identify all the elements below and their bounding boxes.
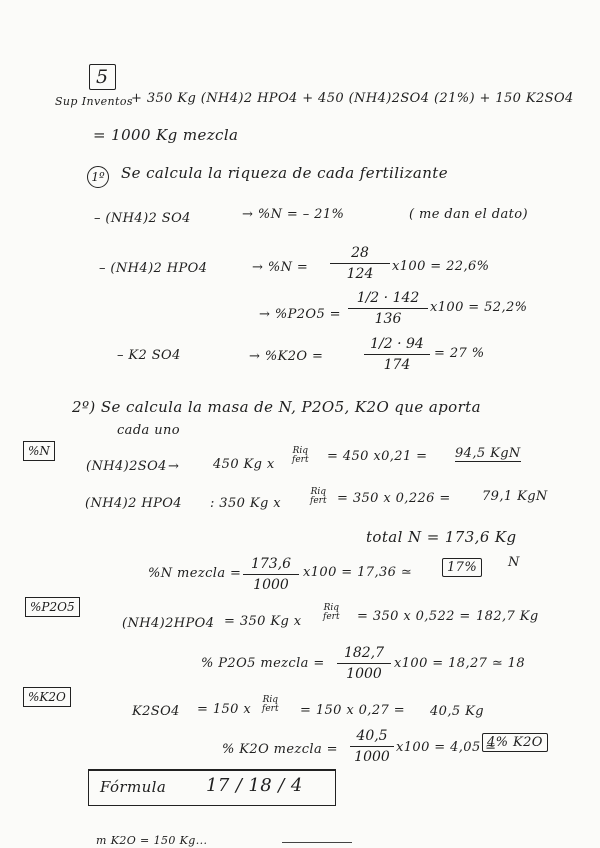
fraction-bar <box>348 308 428 309</box>
problem-number: 5 <box>89 64 116 90</box>
heading-text: + 350 Kg (NH4)2 HPO4 + 450 (NH4)2SO4 (21%) + 150 K2SO4 <box>131 91 574 106</box>
section-n-tag: %N <box>23 441 55 461</box>
formula-value: 17 / 18 / 4 <box>206 775 303 796</box>
n-row1-calc: = 450 x0,21 = <box>327 449 428 464</box>
k-mix-fraction <box>350 728 394 765</box>
fraction-denominator: 1000 <box>253 577 289 593</box>
p-row1-label: (NH4)2HPO4 <box>122 616 215 631</box>
step1-title: Se calcula la riqueza de cada fertilizante <box>121 164 448 182</box>
n-row2-riq-fert <box>310 488 327 506</box>
section-p-tag: %P2O5 <box>25 597 80 617</box>
fraction-numerator: 182,7 <box>343 645 385 661</box>
fraction-numerator: 1/2 · 142 <box>356 290 420 306</box>
cutoff-scribble <box>282 842 352 843</box>
riq-label: Riq <box>310 487 326 497</box>
step1-line1-arrow: → %N = – 21% <box>242 207 345 222</box>
formula-label: Fórmula <box>100 778 167 796</box>
fraction-denominator: 1000 <box>346 666 382 682</box>
step1-line3-arrow: → %P2O5 = <box>259 307 341 322</box>
n-total: total N = 173,6 Kg <box>366 528 517 546</box>
step1-line4-fraction <box>364 336 430 373</box>
n-row2-value: : 350 Kg x <box>210 496 281 511</box>
riq-label: Riq <box>262 695 278 705</box>
step2-title-continued: cada uno <box>117 423 181 438</box>
step1-line3-result: x100 = 52,2% <box>430 300 528 315</box>
step1-line3-fraction <box>348 290 428 327</box>
fraction-denominator: 174 <box>383 357 411 373</box>
n-row1-riq-fert <box>292 447 309 465</box>
k-mix-label: % K2O mezcla = <box>222 742 338 757</box>
heading-equals: = 1000 Kg mezcla <box>93 126 239 144</box>
step2-title: 2º) Se calcula la masa de N, P2O5, K2O que aporta <box>72 398 481 416</box>
fraction-numerator: 40,5 <box>356 728 388 744</box>
step1-line4-label: – K2 SO4 <box>117 348 181 363</box>
n-mix-fraction <box>243 556 299 593</box>
p-mix-label: % P2O5 mezcla = <box>201 656 325 671</box>
step1-line2-result: x100 = 22,6% <box>392 259 490 274</box>
fraction-bar <box>337 663 391 664</box>
step1-line2-fraction <box>330 245 390 282</box>
k-row1-value: = 150 x <box>197 702 252 717</box>
step1-line4-result: = 27 % <box>434 346 485 361</box>
p-mix-result: x100 = 18,27 ≃ 18 <box>394 656 526 671</box>
k-mix-result: x100 = 4,05 ≃ <box>396 740 497 755</box>
fraction-denominator: 124 <box>346 266 374 282</box>
fert-label: fert <box>310 496 327 506</box>
cutoff-line: m K2O = 150 Kg... <box>96 834 208 847</box>
n-row2-result: 79,1 KgN <box>482 489 548 504</box>
n-row2-calc: = 350 x 0,226 = <box>337 491 451 506</box>
step1-line1-label: – (NH4)2 SO4 <box>94 211 191 226</box>
fraction-denominator: 1000 <box>354 749 390 765</box>
step1-line1-note: ( me dan el dato) <box>409 207 528 222</box>
fraction-bar <box>330 263 390 264</box>
p-row1-riq-fert <box>323 604 340 622</box>
k-row1-result: 40,5 Kg <box>430 704 484 719</box>
riq-label: Riq <box>323 603 339 613</box>
fraction-numerator: 28 <box>351 245 369 261</box>
p-row1-value: = 350 Kg x <box>224 614 302 629</box>
p-mix-fraction <box>337 645 391 682</box>
k-row1-calc: = 150 x 0,27 = <box>300 703 406 718</box>
n-row2-label: (NH4)2 HPO4 <box>85 496 182 511</box>
p-row1-result: 182,7 Kg <box>476 609 539 624</box>
heading-prefix: Sup Inventos <box>55 95 133 108</box>
n-mix-label: %N mezcla = <box>148 566 242 581</box>
fraction-denominator: 136 <box>374 311 402 327</box>
fert-label: fert <box>292 455 309 465</box>
fraction-bar <box>350 746 394 747</box>
fraction-numerator: 173,6 <box>250 556 292 572</box>
k-row1-riq-fert <box>262 696 279 714</box>
n-mix-suffix: N <box>508 555 520 570</box>
p-row1-calc: = 350 x 0,522 = <box>357 609 471 624</box>
n-row1-result: 94,5 KgN <box>455 446 521 461</box>
step1-line2-arrow: → %N = <box>252 260 309 275</box>
n-mix-result: x100 = 17,36 ≃ <box>303 565 413 580</box>
fraction-bar <box>243 574 299 575</box>
riq-label: Riq <box>292 446 308 456</box>
n-mix-answer-box: 17% <box>442 558 482 577</box>
n-row1-arrow: → <box>168 459 180 474</box>
k-mix-answer-box: 4% K2O <box>482 733 548 752</box>
step1-line2-label: – (NH4)2 HPO4 <box>99 261 208 276</box>
section-k-tag: %K2O <box>23 687 71 707</box>
fraction-numerator: 1/2 · 94 <box>370 336 424 352</box>
n-row1-label: (NH4)2SO4 <box>86 459 167 474</box>
fert-label: fert <box>323 612 340 622</box>
fert-label: fert <box>262 704 279 714</box>
fraction-bar <box>364 354 430 355</box>
step1-line4-arrow: → %K2O = <box>249 349 324 364</box>
k-row1-label: K2SO4 <box>132 704 180 719</box>
step1-marker: 1º <box>87 166 109 188</box>
n-row1-value: 450 Kg x <box>213 457 275 472</box>
